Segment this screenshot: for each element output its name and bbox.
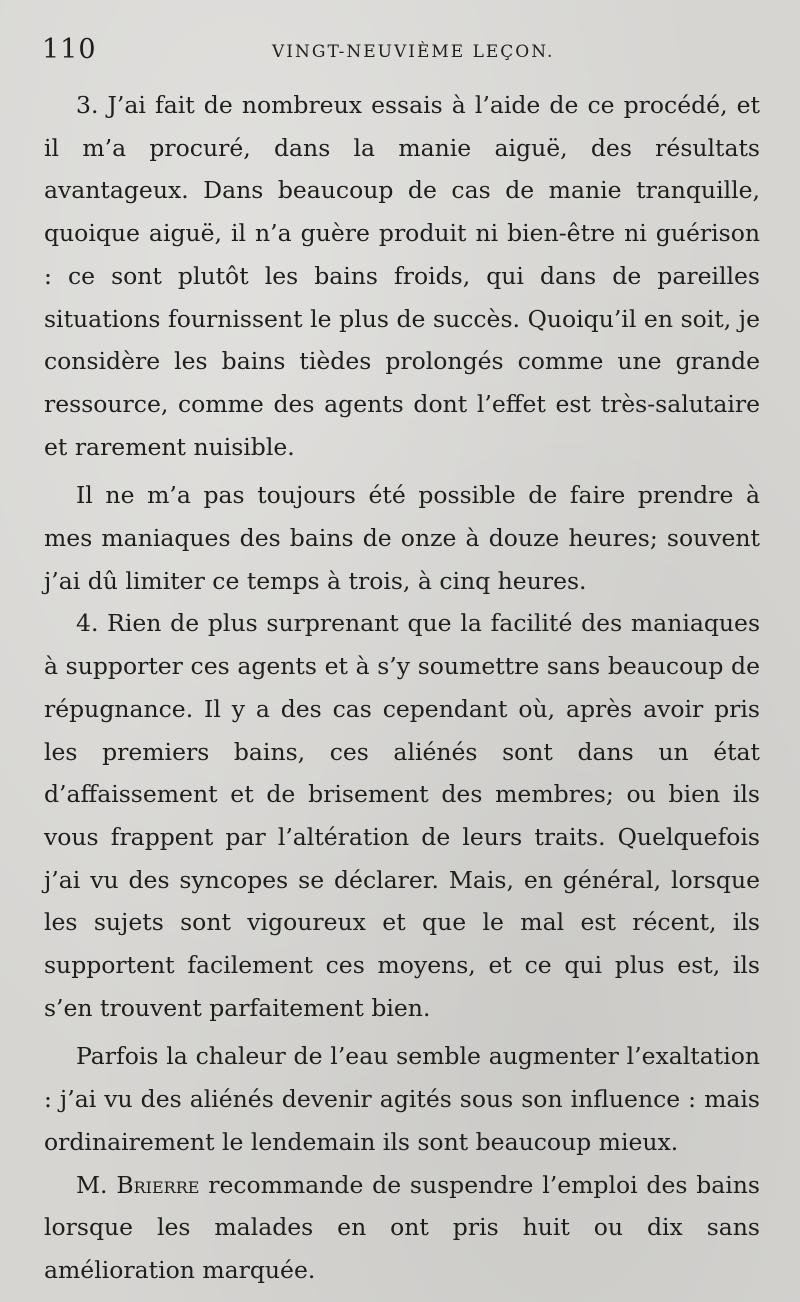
paragraph-brierre: [44, 1164, 760, 1292]
paragraph-heat-effect: Parfois la chaleur de l’eau semble augmenter l’exaltation : j’ai vu des aliénés devenir agités sous son influence : mais ordinairement le lendemain ils sont beaucoup mieux.: [44, 1042, 760, 1156]
page-number: 110: [42, 34, 97, 65]
brierre-text: recommande de suspendre l’emploi des bains lorsque les malades en ont pris huit ou dix sans amélioration marquée.: [44, 1170, 760, 1284]
paragraph-4: 4. Rien de plus surprenant que la facilité des maniaques à supporter ces agents et à s’y soumettre sans beaucoup de répugnance. Il y a des cas cependant où, après avoir pris les premiers bains, ces aliénés sont dans un état d’affaissement et de brisement des membres; ou bien ils vous frappent par l’altération de leurs traits. Quelquefois j’ai vu des syncopes se déclarer. Mais, en général, lorsque les sujets sont vigoureux et que le mal est récent, ils supportent facilement ces moyens, et ce qui plus est, ils s’en trouvent parfaitement bien.: [44, 609, 760, 1022]
author-name: Brierre: [116, 1170, 200, 1199]
paragraph-3: 3. J’ai fait de nombreux essais à l’aide de ce procédé, et il m’a procuré, dans la manie aiguë, des résultats avantageux. Dans beaucoup de cas de manie tranquille, quoique aiguë, il n’a guère produit ni bien-être ni guérison : ce sont plutôt les bains froids, qui dans de pareilles situations fournissent le plus de succès. Quoiqu’il en soit, je considère les bains tièdes prolongés comme une grande ressource, comme des agents dont l’effet est très-salutaire et rarement nuisible.: [44, 91, 760, 461]
running-title: VINGT-NEUVIÈME LEÇON.: [272, 42, 555, 62]
brierre-prefix: M.: [76, 1170, 117, 1199]
paragraph-bath-duration: Il ne m’a pas toujours été possible de faire prendre à mes maniaques des bains de onze à douze heures; souvent j’ai dû limiter ce temps à trois, à cinq heures.: [44, 481, 760, 595]
running-head: [42, 34, 758, 70]
body-text: [44, 84, 760, 1292]
